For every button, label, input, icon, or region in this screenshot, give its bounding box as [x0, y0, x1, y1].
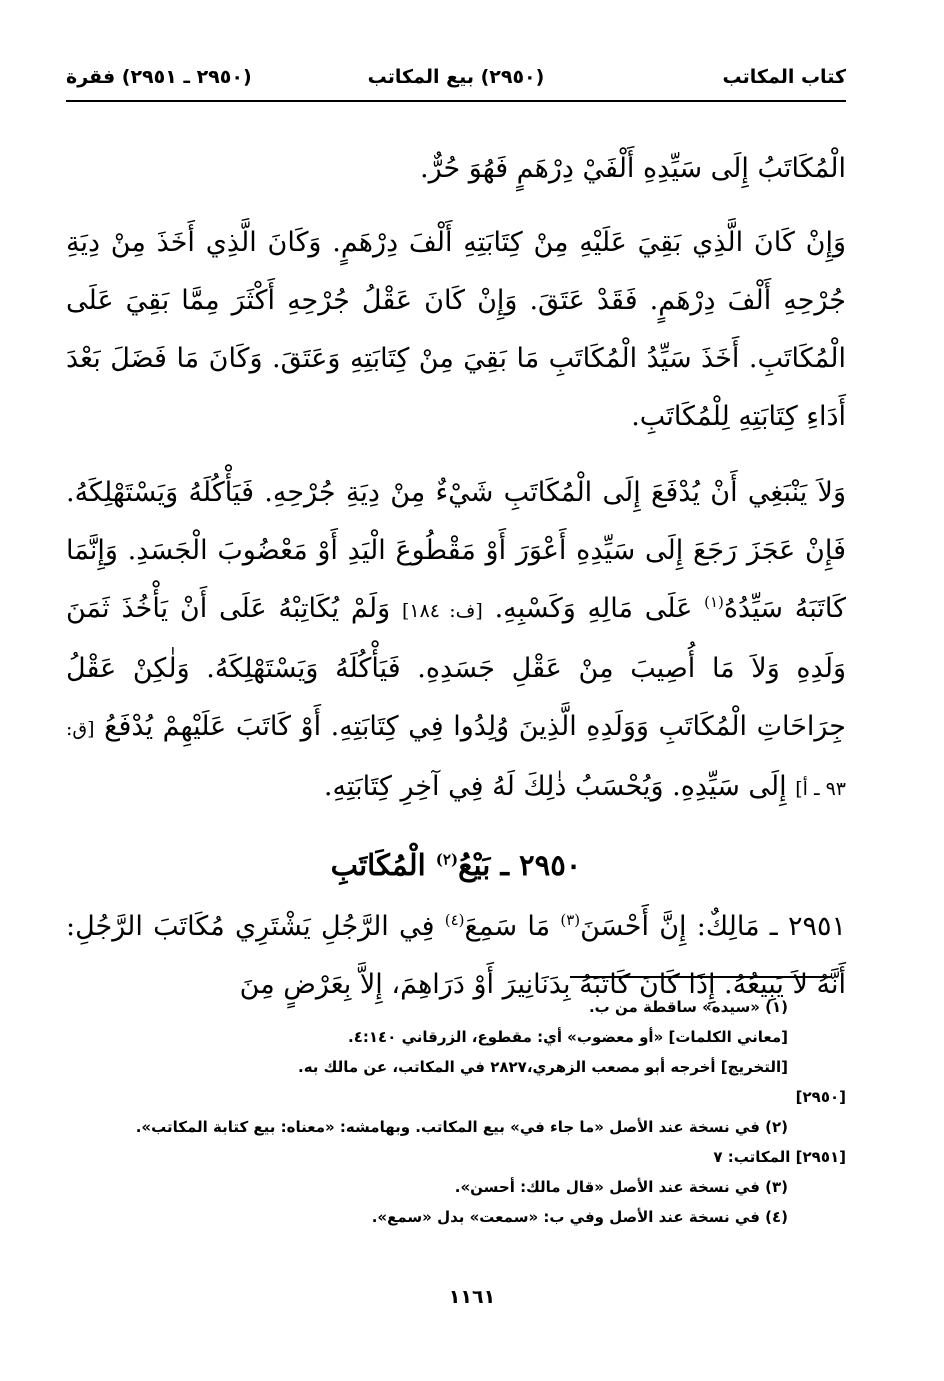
- paragraph-3: [66, 464, 846, 818]
- section-word-1: بَيْعُ: [458, 848, 491, 882]
- reference-marker-q: [ق: ٩٣ ـ أ]: [66, 718, 846, 800]
- paragraph-3-text-c: وَلَمْ يُكَاتِبْهُ عَلَى أَنْ يَأْخُذَ ثَمَنَ وَلَدِهِ وَلاَ مَا أُصِيبَ مِنْ عَقْلِ جَسَدِهِ. فَيَأْكُلَهُ وَيَسْتَهْلِكَهُ. وَلٰكِنْ عَقْلُ جِرَاحَاتِ الْمُكَاتَبِ وَوَلَدِهِ الَّذِينَ وُلِدُوا فِي كِتَابَتِهِ. أَوْ كَاتَبَ عَلَيْهِمْ يُدْفَعُ: [66, 593, 846, 742]
- word-meanings-note: [66, 1022, 814, 1052]
- page-number: ١١٦١: [448, 1286, 496, 1308]
- footnote-1: (١) «سيده» ساقطة من ب.: [588, 998, 788, 1016]
- header-paragraph-range: (٢٩٥٠ ـ ٢٩٥١) فقرة: [66, 66, 252, 88]
- header-book-title: كتاب المكاتب: [722, 66, 846, 88]
- header-chapter-title: (٢٩٥٠) بيع المكاتب: [367, 66, 545, 88]
- word-meanings-label: [معاني الكلمات]: [668, 1028, 788, 1046]
- paragraph-3-text-a: وَلاَ يَنْبَغِي أَنْ يُدْفَعَ إِلَى الْمُكَاتَبِ شَيْءٌ مِنْ دِيَةِ جُرْحِهِ. فَيَأْكُلَهُ وَيَسْتَهْلِكَهُ. فَإِنْ عَجَزَ رَجَعَ إِلَى سَيِّدِهِ أَعْوَرَ أَوْ مَقْطُوعَ الْيَدِ أَوْ مَعْضُوبَ الْجَسَدِ. وَإِنَّمَا كَاتَبَهُ سَيِّدُهُ: [66, 477, 846, 624]
- footnote-marker-1: (١): [704, 593, 724, 611]
- section-word-2: الْمُكَاتَبِ: [330, 848, 426, 882]
- takhrij-label: [التخريج]: [720, 1058, 788, 1076]
- paragraph-3-text-d: إِلَى سَيِّدِهِ. وَيُحْسَبُ ذٰلِكَ لَهُ فِي آخِرِ كِتَابَتِهِ.: [323, 771, 796, 802]
- reference-marker-f: [ف: ١٨٤]: [401, 600, 483, 622]
- footnotes: [66, 992, 846, 1232]
- paragraph-2-text: وَإِنْ كَانَ الَّذِي بَقِيَ عَلَيْهِ مِنْ كِتَابَتِهِ أَلْفَ دِرْهَمٍ. وَكَانَ الَّذِي أَخَذَ مِنْ دِيَةِ جُرْحِهِ أَلْفَ دِرْهَمٍ. فَقَدْ عَتَقَ. وَإِنْ كَانَ عَقْلُ جُرْحِهِ أَكْثَرَ مِمَّا بَقِيَ عَلَى الْمُكَاتَبِ. أَخَذَ سَيِّدُ الْمُكَاتَبِ مَا بَقِيَ مِنْ كِتَابَتِهِ وَعَتَقَ. وَكَانَ مَا فَضَلَ بَعْدَ أَدَاءِ كِتَابَتِهِ لِلْمُكَاتَبِ.: [66, 227, 846, 432]
- footnote-4: (٤) في نسخة عند الأصل وفي ب: «سمعت» بدل «سمع».: [371, 1208, 788, 1226]
- footnote-marker-4: (٤): [444, 911, 465, 929]
- section-heading: [66, 836, 846, 894]
- footnote-2: (٢) في نسخة عند الأصل «ما جاء في» بيع المكاتب. وبهامشه: «معناه: بيع كتابة المكاتب».: [135, 1118, 788, 1136]
- paragraph-2: [66, 214, 846, 446]
- reference-2951: [٢٩٥١] المكاتب: ٧: [713, 1148, 846, 1166]
- footnote-marker-2: (٢): [435, 850, 459, 869]
- main-text: [66, 140, 846, 1032]
- word-meanings-text: «أو معضوب» أي: مقطوع، الزرقاني ٤:١٤٠.: [348, 1028, 669, 1046]
- paragraph-4-text-c: فِي الرَّجُلِ يَشْتَرِي مُكَاتَبَ الرَّجُلِ: أَنَّهُ لاَ يَبِيعُهُ. إِذَا كَانَ كَاتَبَهُ بِدَنَانِيرَ أَوْ دَرَاهِمَ، إِلاَّ بِعَرْضٍ مِنَ: [66, 911, 846, 1000]
- paragraph-4-text-a: ٢٩٥١ ـ مَالِكٌ: إِنَّ أَحْسَنَ: [580, 911, 846, 942]
- footnote-3: (٣) في نسخة عند الأصل «قال مالك: أحسن».: [454, 1178, 788, 1196]
- takhrij-note: [66, 1052, 814, 1082]
- paragraph-1-text: الْمُكَاتَبُ إِلَى سَيِّدِهِ أَلْفَيْ دِرْهَمٍ فَهُوَ حُرٌّ.: [420, 153, 846, 184]
- section-number: ٢٩٥٠ ـ: [500, 848, 582, 882]
- paragraph-4-text-b: مَا سَمِعَ: [464, 911, 561, 942]
- running-header: [66, 60, 846, 102]
- footnote-marker-3: (٣): [560, 911, 581, 929]
- paragraph-3-text-b: عَلَى مَالِهِ وَكَسْبِهِ.: [482, 593, 705, 624]
- reference-2950: [٢٩٥٠]: [795, 1088, 846, 1106]
- footnote-divider: [570, 976, 832, 978]
- paragraph-1: [66, 140, 846, 198]
- takhrij-text: أخرجه أبو مصعب الزهري،٢٨٢٧ في المكاتب، عن مالك به.: [298, 1058, 721, 1076]
